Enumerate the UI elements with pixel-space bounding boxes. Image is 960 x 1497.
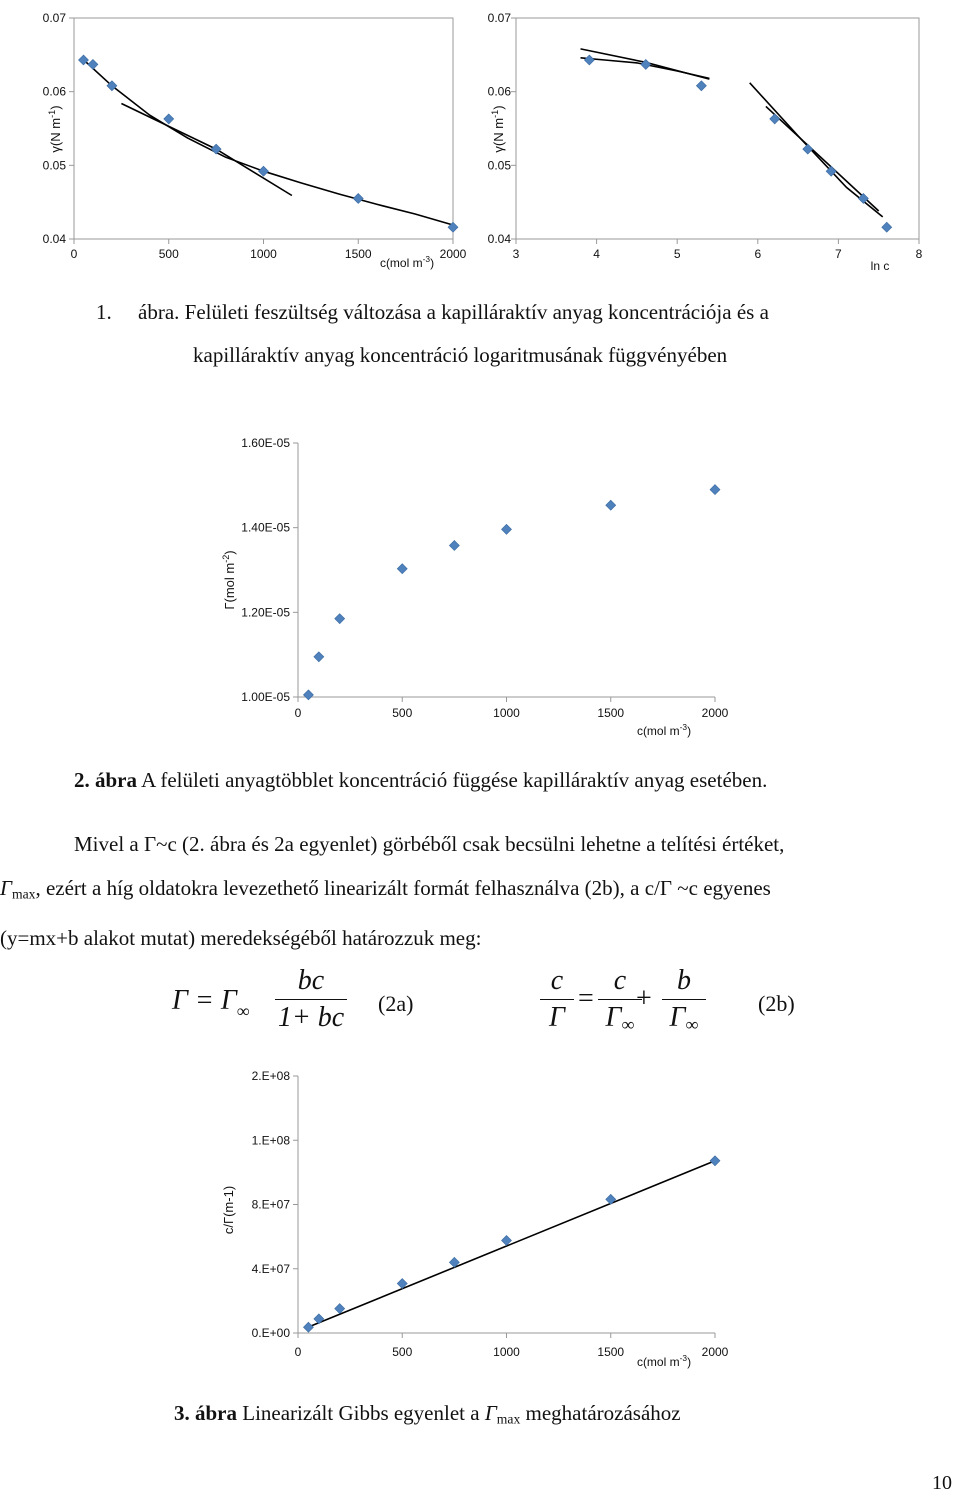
fig1b-data-point xyxy=(803,144,813,154)
fig2-data-point xyxy=(303,690,313,700)
chart-fig1a-group xyxy=(43,11,467,261)
fig1b-xtick-label: 3 xyxy=(512,247,520,261)
equation-2b xyxy=(540,965,820,1045)
fig3-caption-label: 3. ábra xyxy=(174,1401,237,1425)
fig1b-ytick-label: 0.04 xyxy=(487,232,511,246)
eq-b-label: (2b) xyxy=(758,991,795,1016)
fig1b-xtick-label: 5 xyxy=(673,247,681,261)
eq-b-num-2: c xyxy=(613,965,627,996)
fig2-data-point xyxy=(710,485,720,495)
fig1b-data-point xyxy=(584,55,594,65)
fig1a-data-point xyxy=(259,166,269,176)
fig1b-trend-line xyxy=(766,106,879,211)
fig1a-ytick-label: 0.05 xyxy=(42,158,66,173)
fig2-data-point xyxy=(449,540,459,550)
fig1-caption-text: . Felületi feszültség változása a kapilláraktív anyag koncentrációja és a xyxy=(174,300,769,324)
fig1a-xtick-label: 2000 xyxy=(439,247,467,261)
equation-2a xyxy=(172,965,432,1045)
fig1a-data-point xyxy=(353,193,363,203)
eq-b-den-3-gamma: Γ xyxy=(669,1002,686,1033)
fig2-ytick-label: 1.40E-05 xyxy=(241,520,290,535)
fig3-caption-text: Linearizált Gibbs egyenlet a xyxy=(237,1401,485,1425)
eq-b-fraction-3 xyxy=(662,965,706,1036)
fig1a-data-point xyxy=(211,144,221,154)
fig3-data-point xyxy=(710,1156,720,1166)
fig3-caption xyxy=(174,1395,681,1437)
fig1b-xtick-label: 4 xyxy=(593,247,600,261)
fig1b-ytick-label: 0.07 xyxy=(487,11,511,25)
fig3-data-point xyxy=(314,1314,324,1324)
fig2-xtick-label: 0 xyxy=(294,706,302,720)
eq-a-denominator: 1+ bc xyxy=(277,1002,345,1033)
fig3-xtick-label: 1000 xyxy=(493,1345,520,1359)
fig3-xtick-label: 0 xyxy=(294,1345,302,1359)
body-paragraph xyxy=(0,822,960,960)
fig3-ytick-label: 0.E+00 xyxy=(251,1326,290,1340)
eq-b-bar-3 xyxy=(662,999,706,1000)
fig1b-ytick-label: 0.05 xyxy=(487,158,511,173)
fig2-data-point xyxy=(335,614,345,624)
fig1a-data-point xyxy=(164,114,174,124)
fig3-data-point xyxy=(449,1257,459,1267)
fig3-y-axis-label: c/Γ(m-1) xyxy=(221,1185,236,1235)
eq-a-fraction xyxy=(275,965,347,1034)
eq-b-num-1: c xyxy=(550,965,564,996)
fig1a-trend-line xyxy=(121,104,292,196)
fig2-y-axis-label: Γ(mol $m^{-2}$) xyxy=(221,550,237,610)
fig3-trend-line xyxy=(306,1161,715,1328)
fig3-ytick-label: 2.E+08 xyxy=(251,1069,290,1083)
fig1a-x-axis-label: c(mol $m^{-3}$) xyxy=(379,254,435,270)
eq-b-inf-3: ∞ xyxy=(685,1014,699,1035)
fig1a-ytick-label: 0.04 xyxy=(42,232,66,246)
fig2-ytick-label: 1.20E-05 xyxy=(241,605,290,620)
fig1a-y-axis-label: γ(N $m^{-1}$) xyxy=(47,105,63,153)
fig1a-ytick-label: 0.06 xyxy=(42,84,66,99)
eq-b-num-3: b xyxy=(677,965,691,996)
fig1-caption-num: 1. xyxy=(96,300,112,324)
fig2-ytick-label: 1.00E-05 xyxy=(241,690,290,704)
fig2-ytick-label: 1.60E-05 xyxy=(241,436,290,450)
fig1a-xtick-label: 1000 xyxy=(250,247,277,261)
fig1b-data-point xyxy=(882,222,892,232)
fig3-xtick-label: 500 xyxy=(392,1345,413,1359)
page-number: 10 xyxy=(932,1472,952,1494)
fig2-data-point xyxy=(397,564,407,574)
fig1b-trend-line xyxy=(581,49,710,79)
fig1a-data-point xyxy=(448,222,458,232)
fig2-caption-text: A felületi anyagtöbblet koncentráció függése kapilláraktív anyag esetében. xyxy=(137,768,768,792)
fig2-caption-label: 2. ábra xyxy=(74,768,137,792)
fig1-caption xyxy=(96,294,916,330)
fig1-caption-line2 xyxy=(193,337,727,373)
fig3-x-axis-label: c(mol $m^{-3}$) xyxy=(636,1353,692,1369)
fig3-data-point xyxy=(397,1279,407,1289)
eq-a-label: (2a) xyxy=(378,991,414,1016)
fig2-data-point xyxy=(502,524,512,534)
eq-b-inf-2: ∞ xyxy=(621,1014,635,1035)
eq-b-fraction-1 xyxy=(540,965,574,1034)
fig1b-trend-line xyxy=(581,58,710,79)
fig1a-data-point xyxy=(107,81,117,91)
fig1b-data-point xyxy=(770,114,780,124)
fig1a-trend-line xyxy=(85,62,453,226)
gamma-symbol: Γ xyxy=(0,876,12,900)
fig1b-data-point xyxy=(696,81,706,91)
fig3-xtick-label: 2000 xyxy=(701,1345,729,1359)
fig3-data-point xyxy=(335,1304,345,1314)
paragraph-line3: (y=mx+b alakot mutat) meredekségéből határozzuk meg: xyxy=(0,926,482,951)
fig1a-xtick-label: 500 xyxy=(158,247,179,261)
fig1-caption-label: ábra xyxy=(138,300,175,324)
fig1b-ytick-label: 0.06 xyxy=(487,84,511,99)
fig2-xtick-label: 1000 xyxy=(493,706,520,720)
fig3-max-subscript: max xyxy=(496,1411,521,1427)
fig1b-x-axis-label: ln c xyxy=(870,259,890,273)
fig1b-data-point xyxy=(858,193,868,203)
fig3-data-point xyxy=(303,1322,313,1332)
fig1b-y-axis-label: γ(N $m^{-1}$) xyxy=(490,105,506,153)
fig2-xtick-label: 1500 xyxy=(597,706,625,720)
eq-b-plus: + xyxy=(636,983,652,1014)
fig1a-xtick-label: 0 xyxy=(70,247,78,261)
paragraph-line2 xyxy=(0,866,960,916)
fig3-caption-end: meghatározásához xyxy=(520,1401,681,1425)
fig2-data-point xyxy=(606,500,616,510)
fig1b-xtick-label: 7 xyxy=(835,247,842,261)
eq-b-equals: = xyxy=(578,983,594,1014)
chart-fig3-group xyxy=(252,1069,729,1359)
fig1-caption-text2: kapilláraktív anyag koncentráció logaritmusának függvényében xyxy=(193,343,728,367)
eq-a-lhs: Γ = Γ xyxy=(172,985,237,1016)
fig1a-frame xyxy=(74,18,453,239)
fig1a-data-point xyxy=(88,59,98,69)
fig3-data-point xyxy=(502,1235,512,1245)
eq-a-fraction-bar xyxy=(275,999,347,1000)
fig1b-data-point xyxy=(826,166,836,176)
paragraph-line2-text: , ezért a híg oldatokra levezethető linearizált formát felhasználva (2b), a c/Γ ~c egyenes xyxy=(35,876,771,900)
fig3-gamma-symbol: Γ xyxy=(484,1401,497,1425)
eq-b-den-1: Γ xyxy=(549,1002,565,1033)
fig1b-frame xyxy=(516,18,919,239)
fig2-data-point xyxy=(314,652,324,662)
fig2-x-axis-label: c(mol $m^{-3}$) xyxy=(636,722,692,738)
fig3-xtick-label: 1500 xyxy=(597,1345,625,1359)
eq-a-inf: ∞ xyxy=(236,1001,250,1022)
fig3-ytick-label: 1.E+08 xyxy=(251,1133,290,1148)
fig3-ytick-label: 8.E+07 xyxy=(251,1197,290,1212)
fig2-xtick-label: 500 xyxy=(392,706,413,720)
chart-fig1b-group xyxy=(488,11,923,261)
fig1b-xtick-label: 8 xyxy=(915,247,923,261)
fig1a-xtick-label: 1500 xyxy=(344,247,372,261)
eq-b-den-3 xyxy=(662,1002,706,1036)
chart-fig2-group xyxy=(241,436,728,720)
fig3-ytick-label: 4.E+07 xyxy=(251,1261,290,1276)
eq-b-bar-1 xyxy=(540,999,574,1000)
fig1b-data-point xyxy=(641,59,651,69)
paragraph-line1: Mivel a Γ~c (2. ábra és 2a egyenlet) görbéből csak becsülni lehetne a telítési értéket, xyxy=(74,832,785,856)
fig2-caption xyxy=(74,762,767,798)
fig1a-ytick-label: 0.07 xyxy=(42,11,66,25)
fig2-xtick-label: 2000 xyxy=(701,706,729,720)
fig1a-data-point xyxy=(78,55,88,65)
fig3-data-point xyxy=(606,1194,616,1204)
max-subscript: max xyxy=(11,886,36,902)
eq-b-den-2-gamma: Γ xyxy=(605,1002,622,1033)
fig1b-trend-line xyxy=(750,83,883,217)
eq-a-numerator: bc xyxy=(297,965,325,996)
fig1b-xtick-label: 6 xyxy=(754,247,762,261)
